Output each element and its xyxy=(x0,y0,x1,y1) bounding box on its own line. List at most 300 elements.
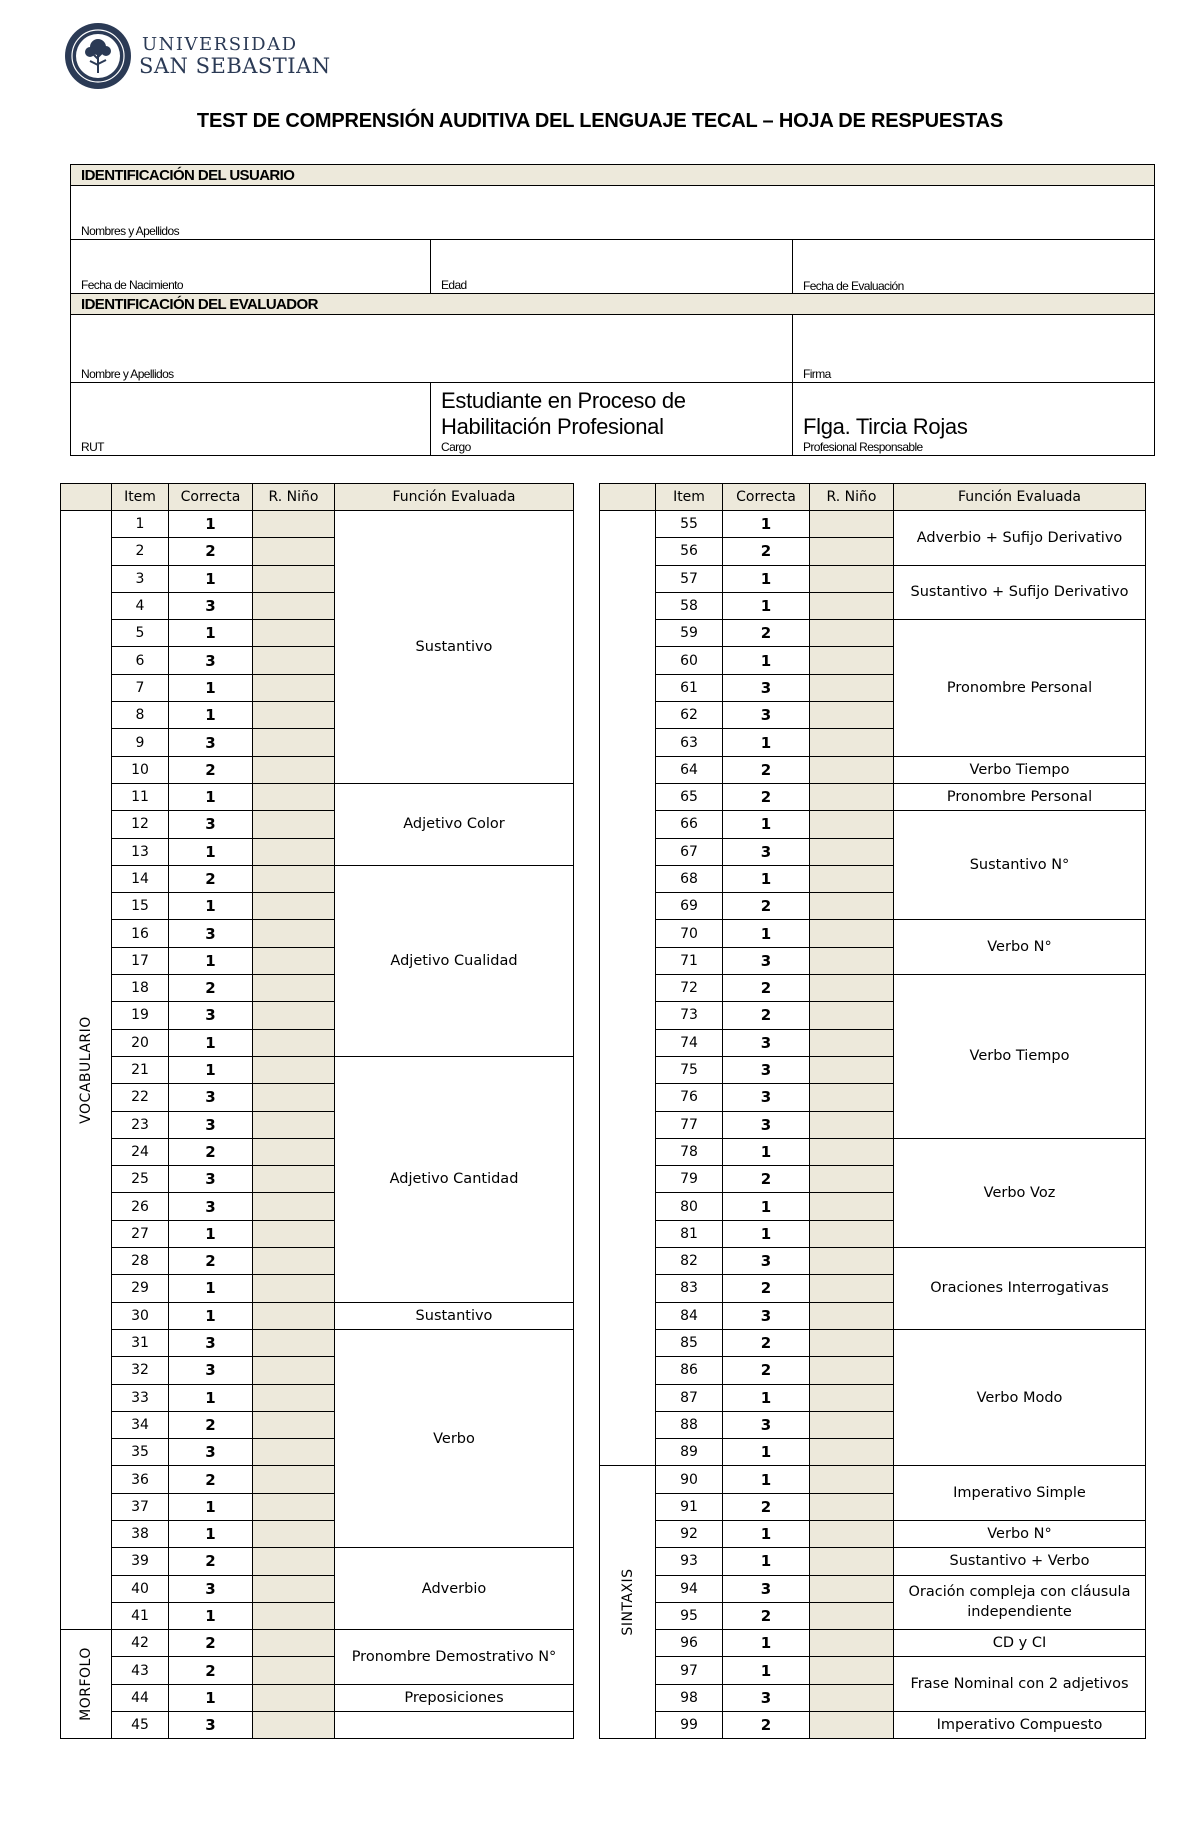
function-header: Función Evaluada xyxy=(335,484,574,511)
item-number: 11 xyxy=(112,783,169,810)
child-response-cell[interactable] xyxy=(810,1493,894,1520)
correct-answer: 2 xyxy=(169,1548,253,1575)
table-row xyxy=(600,975,1146,1002)
correct-answer: 1 xyxy=(723,1548,810,1575)
item-number: 25 xyxy=(112,1166,169,1193)
item-number: 44 xyxy=(112,1684,169,1711)
correct-answer: 1 xyxy=(169,783,253,810)
correct-answer: 3 xyxy=(169,1712,253,1739)
item-header: Item xyxy=(656,484,723,511)
category-label: VOCABULARIO xyxy=(78,1016,94,1124)
category-header xyxy=(600,484,656,511)
item-number: 2 xyxy=(112,538,169,565)
item-number: 82 xyxy=(656,1248,723,1275)
child-response-cell[interactable] xyxy=(810,1275,894,1302)
child-response-cell[interactable] xyxy=(810,811,894,838)
child-response-cell[interactable] xyxy=(253,1220,335,1247)
correct-header: Correcta xyxy=(169,484,253,511)
child-response-cell[interactable] xyxy=(253,1193,335,1220)
correct-answer: 3 xyxy=(169,920,253,947)
item-number: 5 xyxy=(112,620,169,647)
child-response-cell[interactable] xyxy=(253,975,335,1002)
item-number: 97 xyxy=(656,1657,723,1684)
child-response-cell[interactable] xyxy=(810,1029,894,1056)
child-response-cell[interactable] xyxy=(253,511,335,538)
child-response-cell[interactable] xyxy=(810,592,894,619)
child-response-cell[interactable] xyxy=(253,1493,335,1520)
child-response-cell[interactable] xyxy=(253,1520,335,1547)
table-row xyxy=(600,1329,1146,1356)
child-response-cell[interactable] xyxy=(253,620,335,647)
child-response-cell[interactable] xyxy=(253,647,335,674)
item-number: 27 xyxy=(112,1220,169,1247)
table-row xyxy=(61,783,574,810)
table-row xyxy=(600,1520,1146,1547)
item-number: 83 xyxy=(656,1275,723,1302)
child-response-header: R. Niño xyxy=(810,484,894,511)
item-number: 43 xyxy=(112,1657,169,1684)
responsible-field[interactable] xyxy=(793,383,1155,456)
table-row xyxy=(600,1630,1146,1657)
child-response-cell[interactable] xyxy=(253,1029,335,1056)
item-number: 72 xyxy=(656,975,723,1002)
child-response-cell[interactable] xyxy=(810,1329,894,1356)
correct-answer: 2 xyxy=(723,538,810,565)
correct-answer: 1 xyxy=(169,1220,253,1247)
child-response-cell[interactable] xyxy=(253,1084,335,1111)
child-response-cell[interactable] xyxy=(810,1411,894,1438)
table-row xyxy=(61,1684,574,1711)
child-response-cell[interactable] xyxy=(810,947,894,974)
identification-table xyxy=(70,164,1155,456)
correct-answer: 1 xyxy=(169,1602,253,1629)
child-response-cell[interactable] xyxy=(253,1248,335,1275)
function-evaluated: CD y CI xyxy=(894,1630,1146,1657)
correct-answer: 2 xyxy=(169,1630,253,1657)
item-number: 64 xyxy=(656,756,723,783)
role-label: Cargo xyxy=(441,440,471,454)
child-response-cell[interactable] xyxy=(253,729,335,756)
function-header: Función Evaluada xyxy=(894,484,1146,511)
item-number: 88 xyxy=(656,1411,723,1438)
table-row xyxy=(61,1630,574,1657)
child-response-cell[interactable] xyxy=(253,838,335,865)
child-response-cell[interactable] xyxy=(253,811,335,838)
category-label: MORFOLO xyxy=(78,1647,94,1722)
correct-answer: 1 xyxy=(723,1193,810,1220)
table-row xyxy=(61,865,574,892)
correct-answer: 3 xyxy=(723,1684,810,1711)
function-evaluated: Adverbio xyxy=(335,1548,574,1630)
item-number: 76 xyxy=(656,1084,723,1111)
correct-answer: 2 xyxy=(723,1002,810,1029)
function-evaluated: Adjetivo Cantidad xyxy=(335,1056,574,1302)
item-number: 19 xyxy=(112,1002,169,1029)
item-number: 96 xyxy=(656,1630,723,1657)
correct-answer: 2 xyxy=(723,1357,810,1384)
correct-answer: 2 xyxy=(723,756,810,783)
function-evaluated: Oración compleja con cláusula independiente xyxy=(894,1575,1146,1630)
child-response-cell[interactable] xyxy=(253,756,335,783)
logo-line1: UNIVERSIDAD xyxy=(142,33,298,55)
item-number: 15 xyxy=(112,893,169,920)
child-response-cell[interactable] xyxy=(810,1684,894,1711)
category-cell xyxy=(61,511,112,1630)
university-seal-icon xyxy=(63,21,133,91)
correct-answer: 1 xyxy=(169,511,253,538)
correct-answer: 2 xyxy=(723,620,810,647)
table-row xyxy=(600,1138,1146,1165)
function-evaluated: Verbo Tiempo xyxy=(894,756,1146,783)
rut-field[interactable] xyxy=(71,383,431,456)
item-number: 42 xyxy=(112,1630,169,1657)
item-number: 36 xyxy=(112,1466,169,1493)
correct-answer: 3 xyxy=(169,1193,253,1220)
correct-answer: 3 xyxy=(723,838,810,865)
child-response-cell[interactable] xyxy=(810,620,894,647)
correct-answer: 1 xyxy=(723,647,810,674)
item-number: 90 xyxy=(656,1466,723,1493)
child-response-cell[interactable] xyxy=(810,729,894,756)
correct-answer: 1 xyxy=(723,729,810,756)
item-number: 65 xyxy=(656,783,723,810)
correct-answer: 2 xyxy=(723,783,810,810)
child-response-cell[interactable] xyxy=(810,783,894,810)
correct-answer: 3 xyxy=(723,1411,810,1438)
table-row xyxy=(600,811,1146,838)
child-response-cell[interactable] xyxy=(253,1466,335,1493)
correct-answer: 3 xyxy=(169,811,253,838)
function-evaluated: Sustantivo xyxy=(335,511,574,784)
correct-answer: 1 xyxy=(169,1684,253,1711)
item-number: 55 xyxy=(656,511,723,538)
correct-answer: 2 xyxy=(723,893,810,920)
birth-date-field[interactable] xyxy=(71,240,431,294)
function-evaluated: Verbo Tiempo xyxy=(894,975,1146,1139)
child-response-cell[interactable] xyxy=(253,1329,335,1356)
correct-answer: 1 xyxy=(723,865,810,892)
correct-answer: 2 xyxy=(723,1329,810,1356)
user-section-header: IDENTIFICACIÓN DEL USUARIO xyxy=(71,165,1155,186)
child-response-cell[interactable] xyxy=(810,1575,894,1602)
item-number: 92 xyxy=(656,1520,723,1547)
child-response-cell[interactable] xyxy=(253,1166,335,1193)
child-response-cell[interactable] xyxy=(810,1357,894,1384)
child-response-cell[interactable] xyxy=(810,1111,894,1138)
child-response-cell[interactable] xyxy=(810,1630,894,1657)
child-response-cell[interactable] xyxy=(253,1138,335,1165)
function-evaluated: Imperativo Simple xyxy=(894,1466,1146,1521)
child-response-cell[interactable] xyxy=(810,647,894,674)
item-number: 23 xyxy=(112,1111,169,1138)
child-response-cell[interactable] xyxy=(810,975,894,1002)
correct-answer: 1 xyxy=(169,1493,253,1520)
correct-answer: 1 xyxy=(723,1439,810,1466)
child-response-cell[interactable] xyxy=(810,893,894,920)
child-response-cell[interactable] xyxy=(253,1302,335,1329)
correct-answer: 1 xyxy=(723,1657,810,1684)
item-number: 94 xyxy=(656,1575,723,1602)
correct-answer: 1 xyxy=(723,1220,810,1247)
child-response-cell[interactable] xyxy=(253,1056,335,1083)
correct-answer: 3 xyxy=(723,1248,810,1275)
answer-table-left xyxy=(60,483,574,1739)
child-response-cell[interactable] xyxy=(253,1684,335,1711)
signature-label: Firma xyxy=(803,367,831,381)
child-response-cell[interactable] xyxy=(810,838,894,865)
child-response-cell[interactable] xyxy=(810,1439,894,1466)
correct-answer: 1 xyxy=(723,811,810,838)
rut-label: RUT xyxy=(81,440,104,454)
child-response-cell[interactable] xyxy=(810,1166,894,1193)
correct-answer: 1 xyxy=(723,920,810,947)
child-response-header: R. Niño xyxy=(253,484,335,511)
child-response-cell[interactable] xyxy=(253,1602,335,1629)
item-number: 75 xyxy=(656,1056,723,1083)
correct-answer: 1 xyxy=(169,674,253,701)
correct-answer: 2 xyxy=(169,1466,253,1493)
function-evaluated: Pronombre Personal xyxy=(894,783,1146,810)
child-response-cell[interactable] xyxy=(810,1520,894,1547)
item-number: 78 xyxy=(656,1138,723,1165)
correct-answer: 1 xyxy=(169,1056,253,1083)
child-response-cell[interactable] xyxy=(810,511,894,538)
responsible-value: Flga. Tircia Rojas xyxy=(803,414,968,439)
correct-answer: 3 xyxy=(723,947,810,974)
item-number: 93 xyxy=(656,1548,723,1575)
item-number: 63 xyxy=(656,729,723,756)
item-number: 66 xyxy=(656,811,723,838)
item-number: 18 xyxy=(112,975,169,1002)
item-number: 71 xyxy=(656,947,723,974)
child-response-cell[interactable] xyxy=(810,1056,894,1083)
correct-answer: 3 xyxy=(723,1084,810,1111)
correct-answer: 2 xyxy=(723,1275,810,1302)
correct-answer: 3 xyxy=(169,1575,253,1602)
function-evaluated: Pronombre Personal xyxy=(894,620,1146,756)
function-evaluated: Adjetivo Color xyxy=(335,783,574,865)
child-response-cell[interactable] xyxy=(253,920,335,947)
child-response-cell[interactable] xyxy=(810,1084,894,1111)
child-response-cell[interactable] xyxy=(253,674,335,701)
child-response-cell[interactable] xyxy=(253,783,335,810)
item-number: 56 xyxy=(656,538,723,565)
child-response-cell[interactable] xyxy=(810,920,894,947)
child-response-cell[interactable] xyxy=(253,893,335,920)
child-response-cell[interactable] xyxy=(253,1548,335,1575)
table-row xyxy=(61,1712,574,1739)
child-response-cell[interactable] xyxy=(253,1002,335,1029)
child-response-cell[interactable] xyxy=(253,1657,335,1684)
item-number: 29 xyxy=(112,1275,169,1302)
child-response-cell[interactable] xyxy=(253,1275,335,1302)
correct-answer: 3 xyxy=(723,674,810,701)
child-response-cell[interactable] xyxy=(810,1548,894,1575)
child-response-cell[interactable] xyxy=(253,565,335,592)
evaluator-name-field[interactable] xyxy=(71,315,793,383)
function-evaluated xyxy=(335,1712,574,1739)
child-response-cell[interactable] xyxy=(253,947,335,974)
child-response-cell[interactable] xyxy=(810,756,894,783)
item-number: 28 xyxy=(112,1248,169,1275)
child-response-cell[interactable] xyxy=(810,1248,894,1275)
item-number: 61 xyxy=(656,674,723,701)
correct-answer: 3 xyxy=(723,1575,810,1602)
correct-answer: 2 xyxy=(169,538,253,565)
function-evaluated: Sustantivo + Sufijo Derivativo xyxy=(894,565,1146,620)
correct-answer: 3 xyxy=(723,1029,810,1056)
correct-answer: 1 xyxy=(169,1520,253,1547)
child-response-cell[interactable] xyxy=(253,1630,335,1657)
item-number: 95 xyxy=(656,1602,723,1629)
table-row xyxy=(600,1548,1146,1575)
child-response-cell[interactable] xyxy=(810,674,894,701)
item-number: 26 xyxy=(112,1193,169,1220)
correct-answer: 1 xyxy=(169,565,253,592)
child-response-cell[interactable] xyxy=(810,1220,894,1247)
age-field[interactable] xyxy=(431,240,793,294)
child-response-cell[interactable] xyxy=(810,1002,894,1029)
item-number: 86 xyxy=(656,1357,723,1384)
child-response-cell[interactable] xyxy=(253,1111,335,1138)
role-field[interactable] xyxy=(431,383,793,456)
child-response-cell[interactable] xyxy=(810,1602,894,1629)
item-number: 31 xyxy=(112,1329,169,1356)
function-evaluated: Imperativo Compuesto xyxy=(894,1712,1146,1739)
child-response-cell[interactable] xyxy=(253,592,335,619)
child-response-cell[interactable] xyxy=(810,538,894,565)
function-evaluated: Sustantivo xyxy=(335,1302,574,1329)
table-row xyxy=(600,1712,1146,1739)
child-response-cell[interactable] xyxy=(810,1138,894,1165)
correct-answer: 1 xyxy=(723,1466,810,1493)
correct-answer: 3 xyxy=(169,1166,253,1193)
item-number: 4 xyxy=(112,592,169,619)
child-response-cell[interactable] xyxy=(810,1193,894,1220)
item-number: 99 xyxy=(656,1712,723,1739)
correct-answer: 1 xyxy=(723,1384,810,1411)
item-number: 30 xyxy=(112,1302,169,1329)
table-row xyxy=(61,1056,574,1083)
child-response-cell[interactable] xyxy=(810,565,894,592)
item-number: 70 xyxy=(656,920,723,947)
child-response-cell[interactable] xyxy=(253,1439,335,1466)
correct-answer: 3 xyxy=(723,1302,810,1329)
child-response-cell[interactable] xyxy=(253,1575,335,1602)
function-evaluated: Verbo Modo xyxy=(894,1329,1146,1465)
eval-date-field[interactable] xyxy=(793,240,1155,294)
child-response-cell[interactable] xyxy=(810,1712,894,1739)
function-evaluated: Verbo xyxy=(335,1329,574,1547)
signature-field[interactable] xyxy=(793,315,1155,383)
item-number: 84 xyxy=(656,1302,723,1329)
child-response-cell[interactable] xyxy=(253,538,335,565)
child-response-cell[interactable] xyxy=(810,1657,894,1684)
correct-answer: 1 xyxy=(723,565,810,592)
child-response-cell[interactable] xyxy=(253,702,335,729)
table-row xyxy=(61,511,574,538)
item-number: 3 xyxy=(112,565,169,592)
table-row xyxy=(600,1575,1146,1602)
item-number: 33 xyxy=(112,1384,169,1411)
table-row xyxy=(61,1302,574,1329)
item-header: Item xyxy=(112,484,169,511)
item-number: 74 xyxy=(656,1029,723,1056)
category-label: SINTAXIS xyxy=(619,1568,636,1636)
names-field[interactable] xyxy=(71,186,1155,240)
function-evaluated: Verbo N° xyxy=(894,1520,1146,1547)
birth-date-label: Fecha de Nacimiento xyxy=(81,278,183,292)
correct-answer: 1 xyxy=(169,1384,253,1411)
item-number: 16 xyxy=(112,920,169,947)
correct-answer: 2 xyxy=(723,1166,810,1193)
correct-answer: 1 xyxy=(169,838,253,865)
child-response-cell[interactable] xyxy=(810,865,894,892)
university-logo xyxy=(63,21,331,91)
correct-answer: 3 xyxy=(723,1056,810,1083)
table-row xyxy=(600,756,1146,783)
item-number: 37 xyxy=(112,1493,169,1520)
function-evaluated: Oraciones Interrogativas xyxy=(894,1248,1146,1330)
names-label: Nombres y Apellidos xyxy=(81,224,179,238)
table-row xyxy=(600,1466,1146,1493)
child-response-cell[interactable] xyxy=(810,1466,894,1493)
child-response-cell[interactable] xyxy=(810,1302,894,1329)
table-row xyxy=(600,1248,1146,1275)
correct-answer: 1 xyxy=(169,1275,253,1302)
item-number: 24 xyxy=(112,1138,169,1165)
table-row xyxy=(600,783,1146,810)
child-response-cell[interactable] xyxy=(810,1384,894,1411)
child-response-cell[interactable] xyxy=(253,865,335,892)
item-number: 39 xyxy=(112,1548,169,1575)
correct-answer: 1 xyxy=(723,1630,810,1657)
function-evaluated: Preposiciones xyxy=(335,1684,574,1711)
item-number: 13 xyxy=(112,838,169,865)
item-number: 73 xyxy=(656,1002,723,1029)
correct-answer: 2 xyxy=(169,1248,253,1275)
function-evaluated: Verbo Voz xyxy=(894,1138,1146,1247)
correct-answer: 1 xyxy=(169,620,253,647)
correct-answer: 2 xyxy=(169,1411,253,1438)
function-evaluated: Adjetivo Cualidad xyxy=(335,865,574,1056)
item-number: 22 xyxy=(112,1084,169,1111)
item-number: 91 xyxy=(656,1493,723,1520)
child-response-cell[interactable] xyxy=(253,1384,335,1411)
child-response-cell[interactable] xyxy=(253,1357,335,1384)
child-response-cell[interactable] xyxy=(253,1411,335,1438)
child-response-cell[interactable] xyxy=(810,702,894,729)
correct-answer: 3 xyxy=(169,1084,253,1111)
correct-answer: 1 xyxy=(169,893,253,920)
item-number: 38 xyxy=(112,1520,169,1547)
age-label: Edad xyxy=(441,278,467,292)
child-response-cell[interactable] xyxy=(253,1712,335,1739)
correct-answer: 1 xyxy=(169,1302,253,1329)
item-number: 60 xyxy=(656,647,723,674)
item-number: 79 xyxy=(656,1166,723,1193)
table-row xyxy=(600,511,1146,538)
correct-answer: 2 xyxy=(169,1138,253,1165)
category-cell xyxy=(600,1466,656,1739)
correct-answer: 1 xyxy=(723,1138,810,1165)
logo-line2: SAN SEBASTIAN xyxy=(139,53,331,78)
item-number: 67 xyxy=(656,838,723,865)
function-evaluated: Frase Nominal con 2 adjetivos xyxy=(894,1657,1146,1712)
responsible-label: Profesional Responsable xyxy=(803,440,923,454)
item-number: 35 xyxy=(112,1439,169,1466)
role-value: Estudiante en Proceso de Habilitación Profesional xyxy=(441,388,686,439)
